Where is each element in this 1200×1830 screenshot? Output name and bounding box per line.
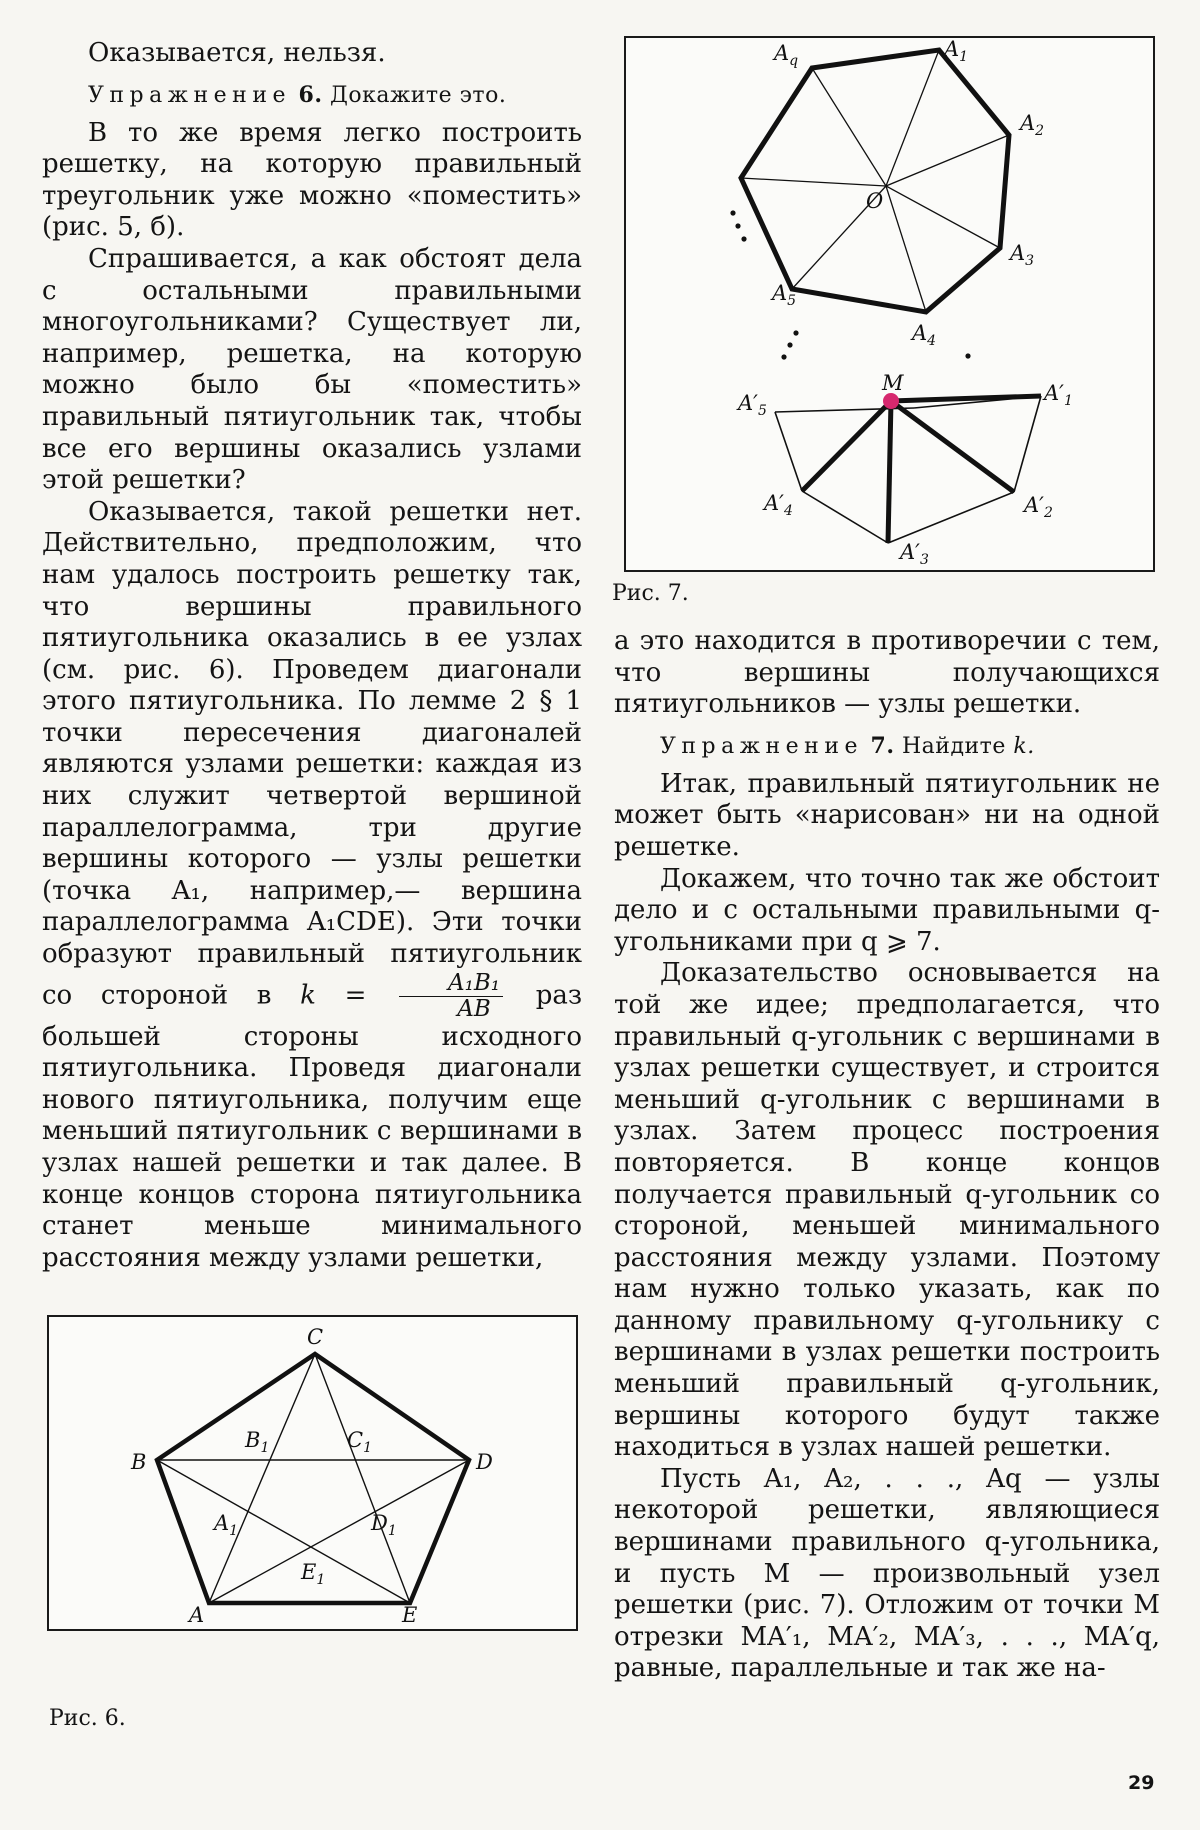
right-column xyxy=(614,626,1160,1685)
label-A3: $A_3$ xyxy=(1010,241,1035,269)
figure-6-caption: Рис. 6. xyxy=(49,1706,126,1731)
paragraph: Доказательство основывается на той же идее; предполагается, что правильный q-угольник с вершинами в узлах решетки существует, и строится меньший q-угольник с вершинами в узлах. Затем процесс построения повторяется. В конце концов получается правильный q-угольник со стороной, меньшей минимального расстояния между узлами. Поэтому нам нужно только указать, как по данному правильному q-угольнику с вершинами в узлах решетки построить меньший правильный q-угольник, вершины которого будут также находиться в узлах нашей решетки. xyxy=(614,958,1160,1463)
paragraph: Итак, правильный пятиугольник не может быть «нарисован» ни на одной решетке. xyxy=(614,768,1160,862)
exercise-text: Найдите xyxy=(902,733,1006,759)
label-A3-prime: $A'_3$ xyxy=(900,540,929,568)
left-column xyxy=(42,38,582,1274)
exercise-6 xyxy=(88,82,582,108)
label-E: E xyxy=(402,1603,418,1627)
paragraph: Докажем, что точно так же обстоит дело и с остальными правильными q-угольниками при q ⩾ 7. xyxy=(614,863,1160,957)
label-D: D xyxy=(476,1450,493,1474)
k-equation: k = xyxy=(300,980,367,1011)
label-E1: $E_1$ xyxy=(301,1560,326,1588)
star-outline xyxy=(775,396,1041,543)
exercise-7 xyxy=(660,733,1160,759)
star-segments xyxy=(802,396,1041,543)
ratio-fraction xyxy=(399,971,503,1022)
label-A5: $A_5$ xyxy=(772,281,797,309)
page-number: 29 xyxy=(1128,1772,1155,1794)
fraction-numerator: A₁B₁ xyxy=(399,971,503,997)
exercise-word: Упражнение xyxy=(88,82,292,108)
exercise-word: Упражнение xyxy=(660,733,864,759)
paragraph: Пусть A₁, A₂, . . ., Aq — узлы некоторой решетки, являющиеся вершинами правильного q-угольника, и пусть M — произвольный узел решетки (рис. 7). Отложим от точки M отрезки MA′₁, MA′₂, MA′₃, . . ., MA′q, равные, параллельные и так же на- xyxy=(614,1463,1160,1684)
pentagon-diagram xyxy=(49,1317,576,1629)
point-M xyxy=(883,393,899,409)
paragraph-proof xyxy=(42,497,582,1275)
label-A: A xyxy=(189,1603,205,1627)
label-C: C xyxy=(307,1325,324,1349)
exercise-number: 6. xyxy=(298,81,323,108)
proof-text-1: Оказывается, такой решетки нет. Действительно, предположим, что нам удалось построить решетку так, что вершины правильного пятиугольника оказались в ее узлах (см. рис. 6). Проведем диагонали этого пятиугольника. По лемме 2 § 1 точки пересечения диагоналей являются узлами решетки: каждая из них служит четвертой вершиной параллелограмма, три другие вершины которого — узлы решетки (точка A₁, например,— вершина параллелограмма A₁CDE). Эти точки образуют правильный пятиугольник со стороной в xyxy=(42,496,582,1011)
exercise-variable: k. xyxy=(1013,733,1035,759)
heptagon xyxy=(741,50,1009,312)
label-D1: $D_1$ xyxy=(371,1511,397,1539)
label-A2: $A_2$ xyxy=(1020,111,1045,139)
label-C1: $C_1$ xyxy=(347,1428,372,1456)
polygon-diagram xyxy=(626,38,1153,570)
paragraph: а это находится в противоречии с тем, что вершины получающихся пятиугольников — узлы решетки. xyxy=(614,626,1160,720)
label-A2-prime: $A'_2$ xyxy=(1024,493,1053,521)
label-M: M xyxy=(882,371,904,395)
proof-text-2: раз большей стороны исходного пятиугольника. Проведя диагонали нового пятиугольника, получим еще меньший пятиугольник с вершинами в узлах нашей решетки и так далее. В конце концов сторона пятиугольника станет меньше минимального расстояния между узлами решетки, xyxy=(42,980,583,1273)
label-A5-prime: $A'_5$ xyxy=(738,391,767,419)
paragraph: Спрашивается, а как обстоят дела с остальными правильными многоугольниками? Существует ли, например, решетка, на которую можно было бы «поместить» правильный пятиугольник так, чтобы все его вершины оказались узлами этой решетки? xyxy=(42,243,582,496)
figure-6 xyxy=(47,1315,578,1631)
paragraph: Оказывается, нельзя. xyxy=(88,38,386,68)
label-O: O xyxy=(866,189,884,213)
figure-7 xyxy=(624,36,1155,572)
label-A1-prime: $A'_1$ xyxy=(1044,381,1073,409)
label-A4: $A_4$ xyxy=(912,321,937,349)
label-A4-prime: $A'_4$ xyxy=(764,491,793,519)
exercise-number: 7. xyxy=(870,732,895,759)
label-B: B xyxy=(131,1450,147,1474)
label-A1: $A_1$ xyxy=(214,1511,239,1539)
figure-7-caption: Рис. 7. xyxy=(612,581,689,606)
paragraph: В то же время легко построить решетку, на которую правильный треугольник уже можно «поместить» (рис. 5, б). xyxy=(42,117,582,243)
label-B1: $B_1$ xyxy=(245,1428,270,1456)
label-A1: $A_1$ xyxy=(944,38,969,65)
label-Aq: $A_q$ xyxy=(774,41,799,69)
exercise-text: Докажите это. xyxy=(330,82,507,108)
fraction-denominator: AB xyxy=(457,995,491,1022)
